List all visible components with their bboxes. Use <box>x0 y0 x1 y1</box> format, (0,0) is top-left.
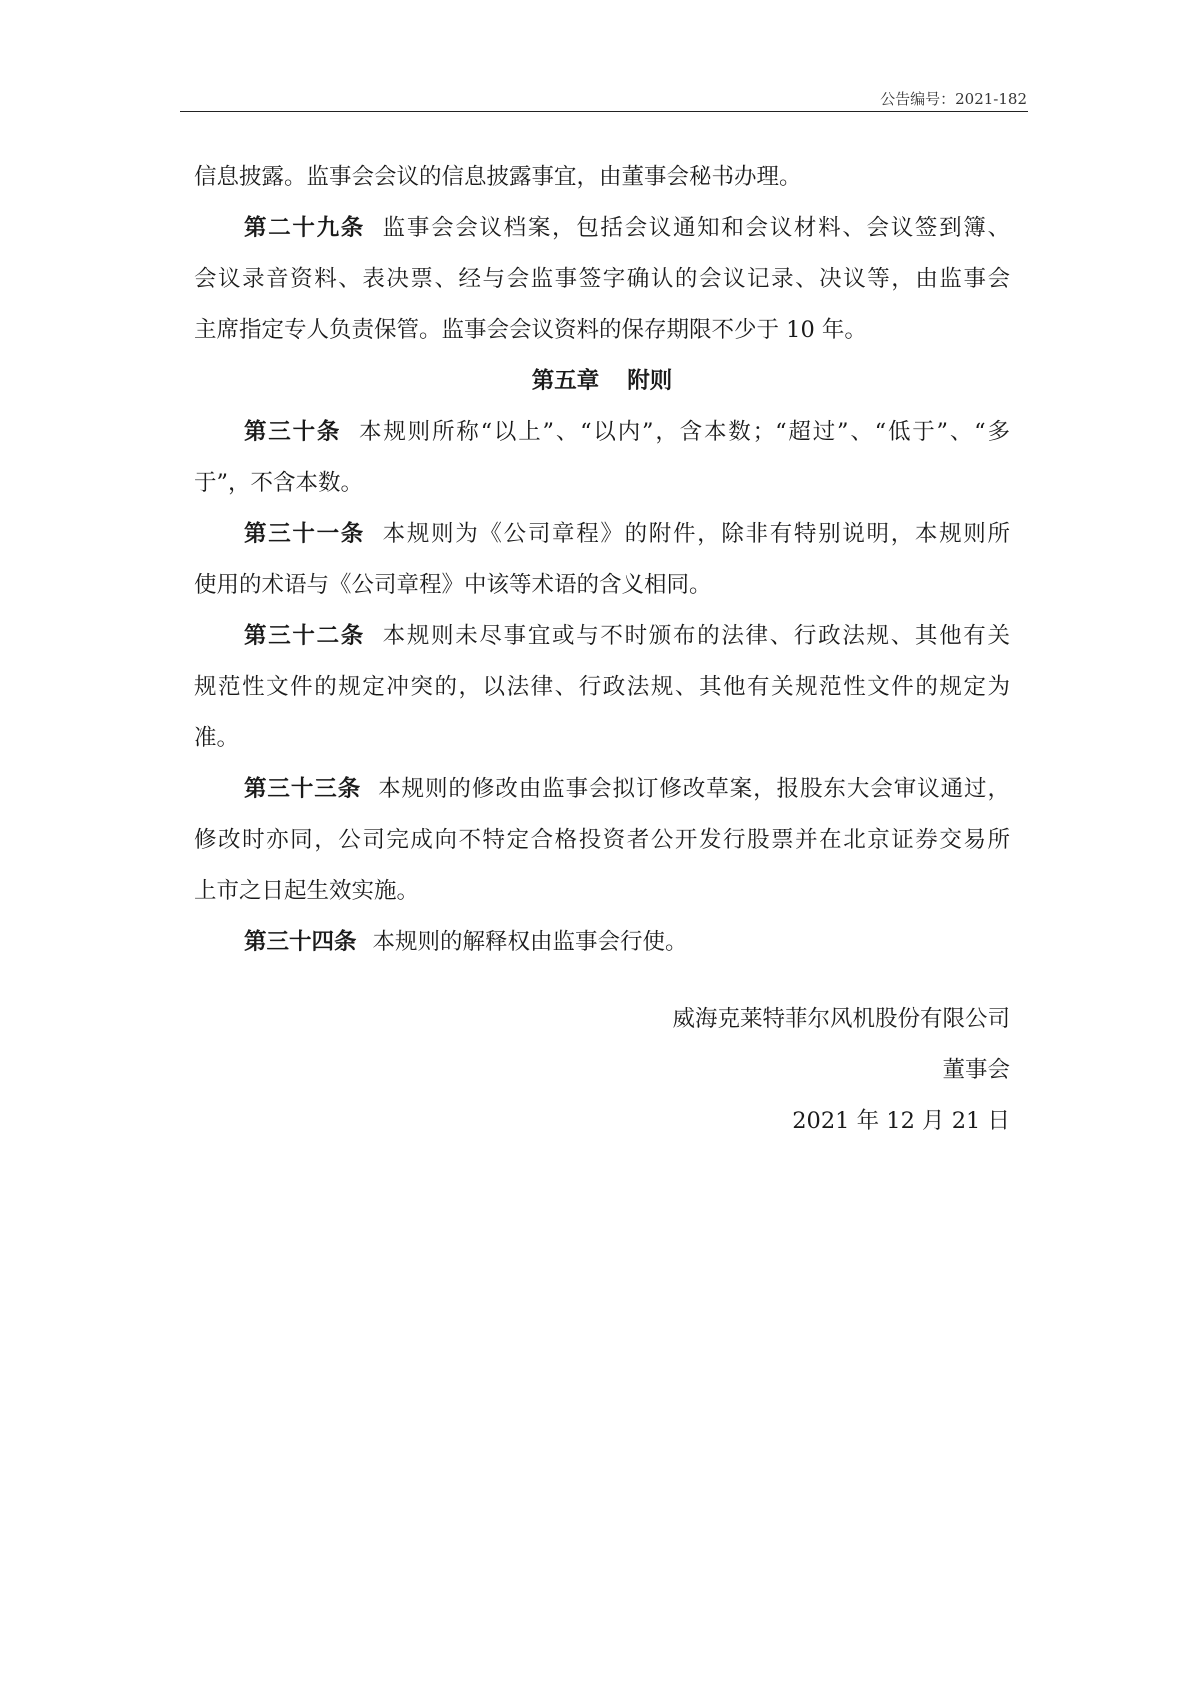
article-30-line-2: 于”，不含本数。 <box>194 470 364 496</box>
article-33-text-1: 本规则的修改由监事会拟订修改草案，报股东大会审议通过， <box>377 776 1010 802</box>
article-30-line-1 <box>194 407 1010 458</box>
chapter-heading <box>194 356 1010 407</box>
article-30-text-1: 本规则所称“以上”、“以内”，含本数；“超过”、“低于”、“多 <box>357 419 1010 445</box>
article-32-line-1 <box>194 611 1010 662</box>
article-29-line-1 <box>194 203 1010 254</box>
announcement-number: 公告编号：2021-182 <box>880 90 1027 108</box>
article-29-line-3: 主席指定专人负责保管。监事会会议资料的保存期限不少于 10 年。 <box>194 317 867 343</box>
article-31-label: 第三十一条 <box>244 521 365 547</box>
article-29-label: 第二十九条 <box>244 215 365 241</box>
signature-date: 2021 年 12 月 21 日 <box>792 1108 1010 1134</box>
article-31-line-1 <box>194 509 1010 560</box>
chapter-number: 第五章 <box>531 368 600 394</box>
article-31-line-2: 使用的术语与《公司章程》中该等术语的含义相同。 <box>194 572 712 598</box>
article-33-line-1 <box>194 764 1010 815</box>
article-31-text-1: 本规则为《公司章程》的附件，除非有特别说明，本规则所 <box>380 521 1010 547</box>
article-32-line-3: 准。 <box>194 725 240 751</box>
article-32-text-1: 本规则未尽事宜或与不时颁布的法律、行政法规、其他有关 <box>380 623 1010 649</box>
article-29-line-2: 会议录音资料、表决票、经与会监事签字确认的会议记录、决议等，由监事会 <box>194 266 1010 292</box>
article-32-line-2: 规范性文件的规定冲突的，以法律、行政法规、其他有关规范性文件的规定为 <box>194 674 1010 700</box>
article-33-line-3: 上市之日起生效实施。 <box>194 878 420 904</box>
paragraph-line: 信息披露。监事会会议的信息披露事宜，由董事会秘书办理。 <box>194 164 802 190</box>
article-33-label: 第三十三条 <box>244 776 362 802</box>
document-body <box>194 152 1010 1147</box>
header-divider <box>180 111 1028 112</box>
signature-board: 董事会 <box>942 1057 1010 1083</box>
article-32-label: 第三十二条 <box>244 623 365 649</box>
signature-company: 威海克莱特菲尔风机股份有限公司 <box>672 1006 1010 1032</box>
article-34-label: 第三十四条 <box>244 929 357 955</box>
article-30-label: 第三十条 <box>244 419 342 445</box>
article-34-text-1: 本规则的解释权由监事会行使。 <box>372 929 688 955</box>
article-29-text-1: 监事会会议档案，包括会议通知和会议材料、会议签到簿、 <box>380 215 1010 241</box>
article-34-line-1 <box>194 917 1010 968</box>
article-33-line-2: 修改时亦同，公司完成向不特定合格投资者公开发行股票并在北京证券交易所 <box>194 827 1010 853</box>
chapter-title: 附则 <box>627 368 673 394</box>
